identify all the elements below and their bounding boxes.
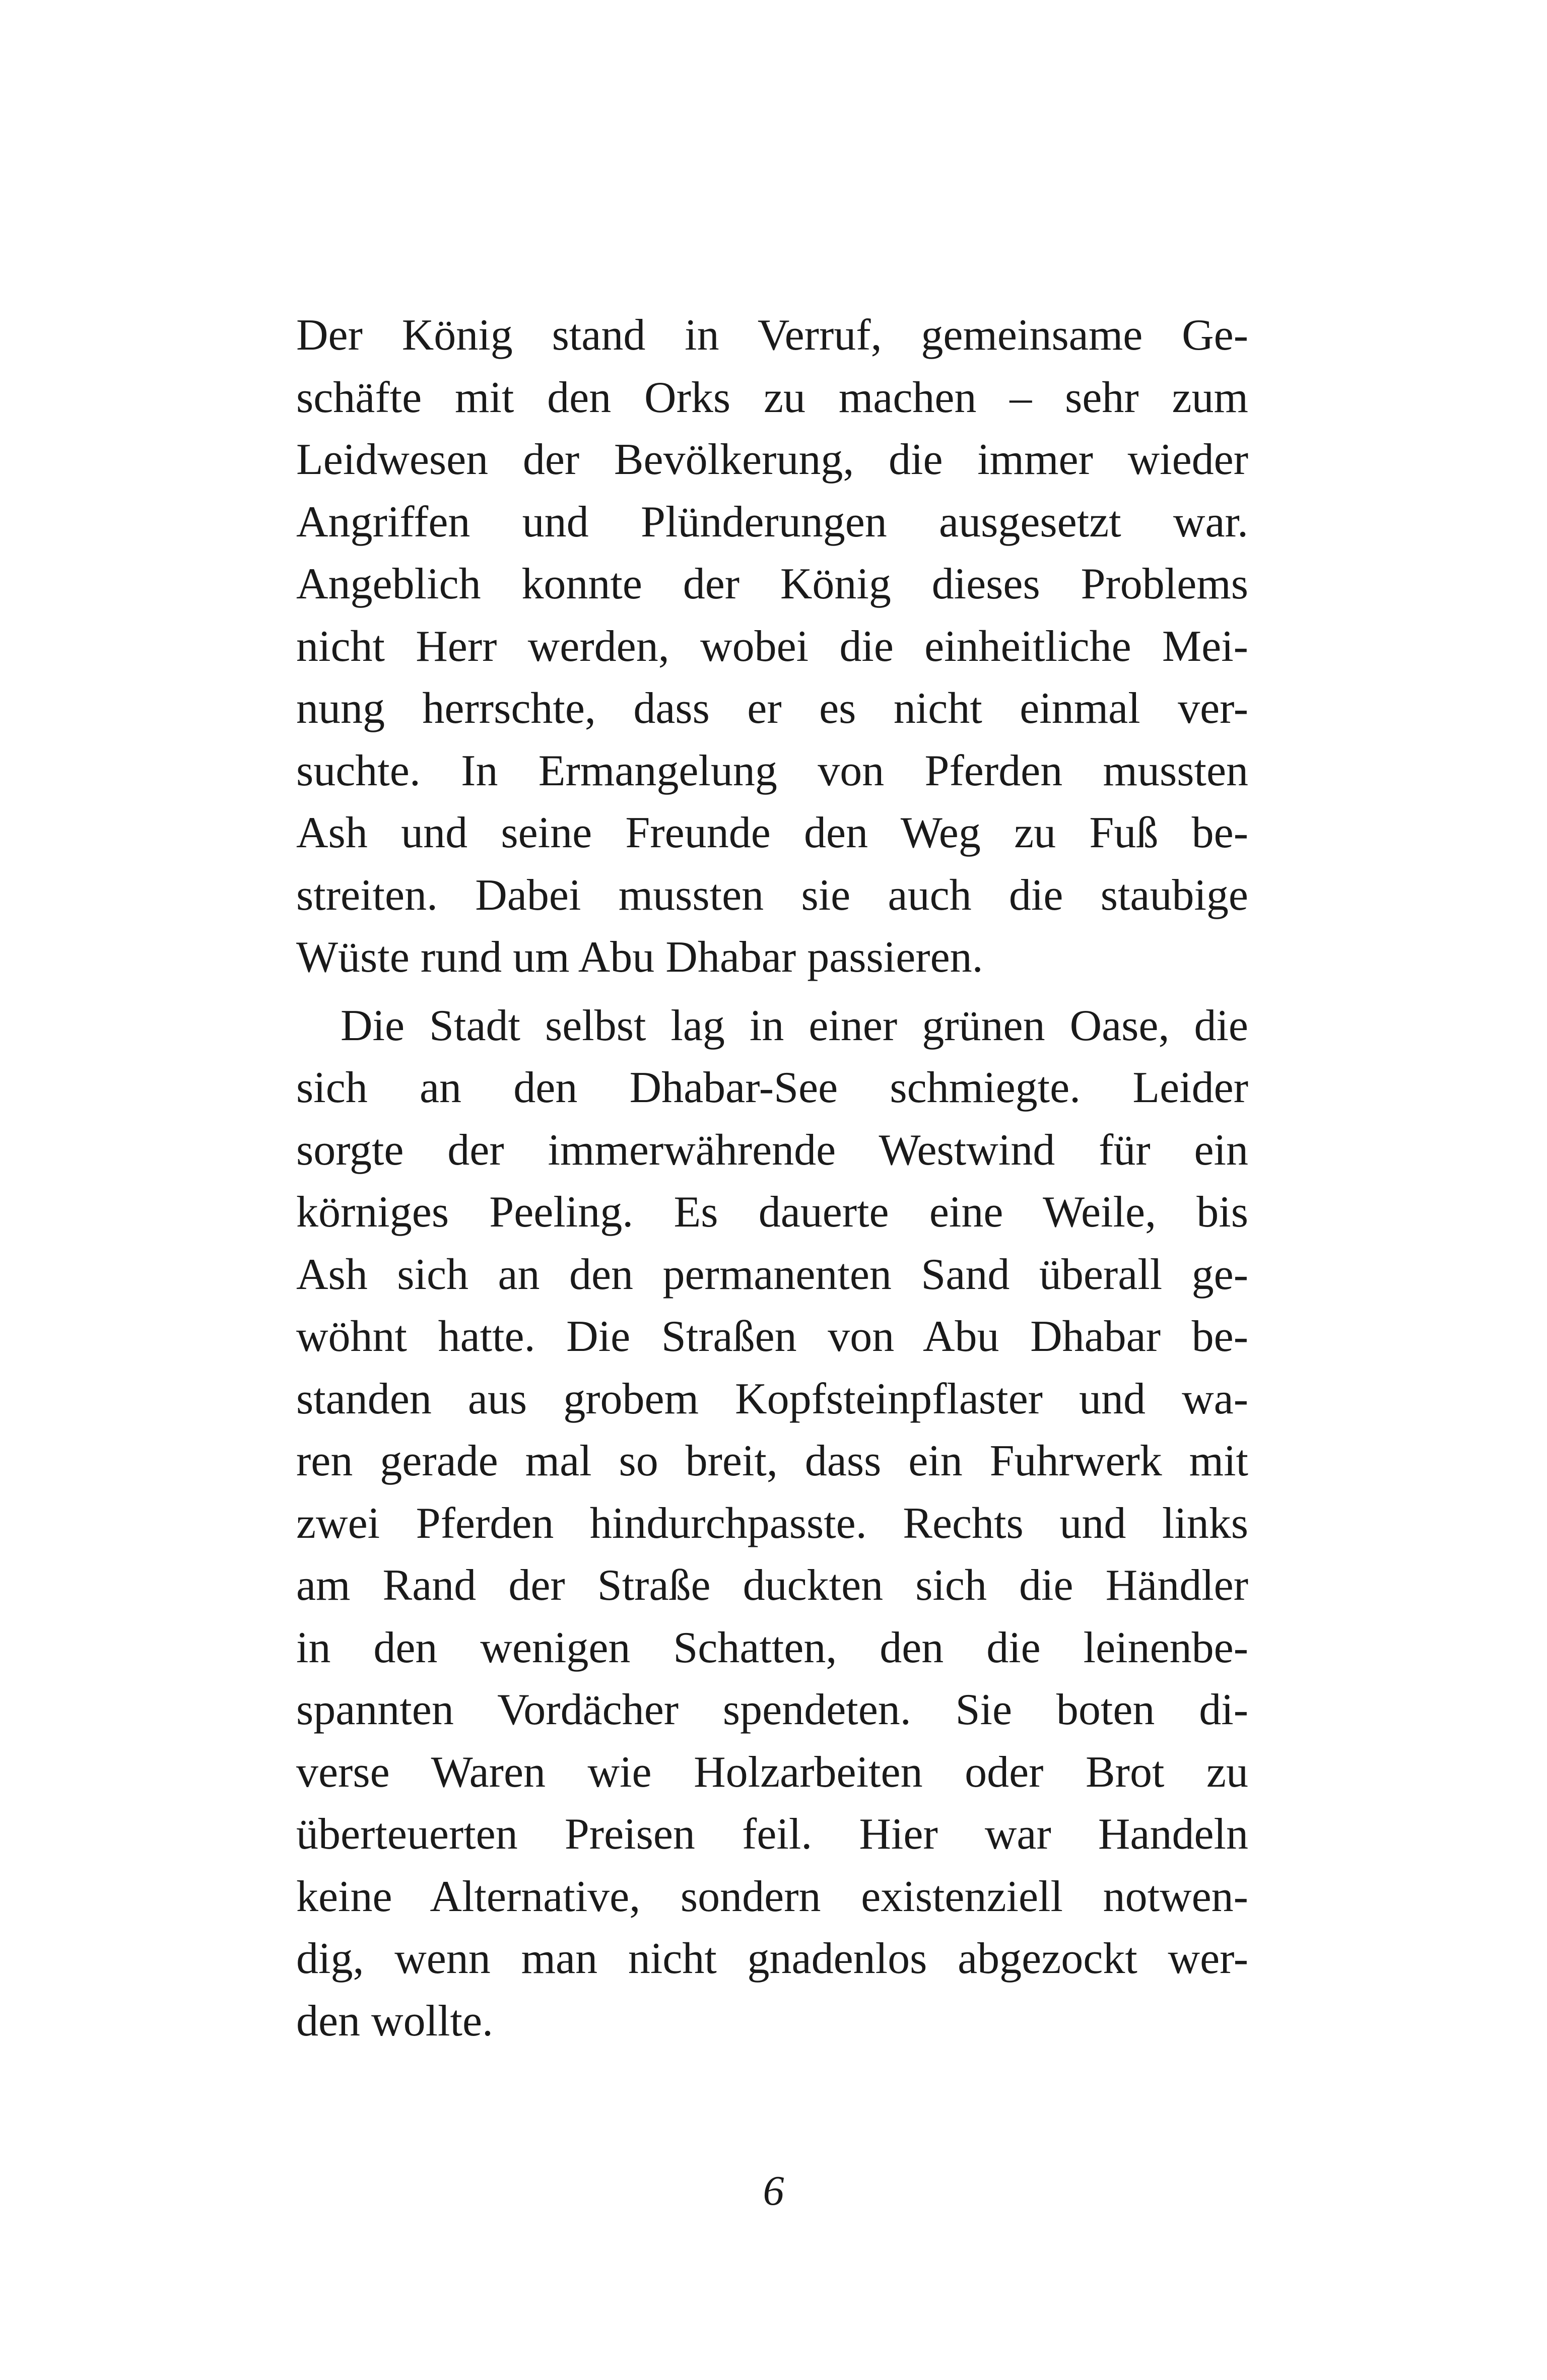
paragraph-1-line-9: Ash und seine Freunde den Weg zu Fuß be-	[296, 808, 1248, 857]
paragraph-2-line-9: zwei Pferden hindurchpasste. Rechts und links	[296, 1499, 1248, 1548]
page-number: 6	[763, 2167, 784, 2214]
paragraph-1-line-3: Leidwesen der Bevölkerung, die immer wieder	[296, 435, 1248, 484]
paragraph-2-line-17: den wollte.	[296, 1996, 494, 2046]
paragraph-1-line-4: Angriffen und Plünderungen ausgesetzt war.	[296, 497, 1248, 547]
paragraph-1-line-10: streiten. Dabei mussten sie auch die staubige	[296, 870, 1248, 920]
paragraph-1-line-8: suchte. In Ermangelung von Pferden mussten	[296, 746, 1248, 795]
paragraph-1-line-2: schäfte mit den Orks zu machen – sehr zum	[296, 373, 1248, 422]
paragraph-1-line-7: nung herrschte, dass er es nicht einmal ver-	[296, 684, 1248, 733]
paragraph-2-line-5: Ash sich an den permanenten Sand überall ge-	[296, 1250, 1248, 1299]
paragraph-1-line-11: Wüste rund um Abu Dhabar passieren.	[296, 933, 983, 982]
paragraph-2-line-15: keine Alternative, sondern existenziell notwen-	[296, 1872, 1248, 1921]
paragraph-2-line-7: standen aus grobem Kopfsteinpflaster und wa-	[296, 1374, 1248, 1423]
paragraph-2-line-8: ren gerade mal so breit, dass ein Fuhrwerk mit	[296, 1437, 1248, 1485]
paragraph-2-line-1: Die Stadt selbst lag in einer grünen Oase, die	[341, 1001, 1248, 1050]
paragraph-2-line-6: wöhnt hatte. Die Straßen von Abu Dhabar be-	[296, 1312, 1248, 1361]
paragraph-1-line-1: Der König stand in Verruf, gemeinsame Ge-	[296, 311, 1248, 360]
paragraph-2-line-14: überteuerten Preisen feil. Hier war Handeln	[296, 1810, 1248, 1859]
paragraph-2-line-3: sorgte der immerwährende Westwind für ein	[296, 1125, 1248, 1175]
paragraph-2-line-13: verse Waren wie Holzarbeiten oder Brot zu	[296, 1747, 1248, 1797]
paragraph-2-line-11: in den wenigen Schatten, den die leinenbe-	[296, 1623, 1248, 1672]
paragraph-2-line-16: dig, wenn man nicht gnadenlos abgezockt wer-	[296, 1934, 1248, 1983]
paragraph-2-line-2: sich an den Dhabar-See schmiegte. Leider	[296, 1063, 1248, 1112]
paragraph-2-line-4: körniges Peeling. Es dauerte eine Weile, bis	[296, 1188, 1248, 1237]
paragraph-gap	[296, 989, 1248, 995]
paragraph-1-line-5: Angeblich konnte der König dieses Problems	[296, 560, 1248, 608]
paragraph-2-line-12: spannten Vordächer spendeten. Sie boten di-	[296, 1685, 1248, 1734]
paragraph-1-line-6: nicht Herr werden, wobei die einheitliche Mei-	[296, 622, 1248, 671]
body-text	[296, 304, 1248, 2052]
paragraph-2-line-10: am Rand der Straße duckten sich die Händler	[296, 1561, 1248, 1610]
